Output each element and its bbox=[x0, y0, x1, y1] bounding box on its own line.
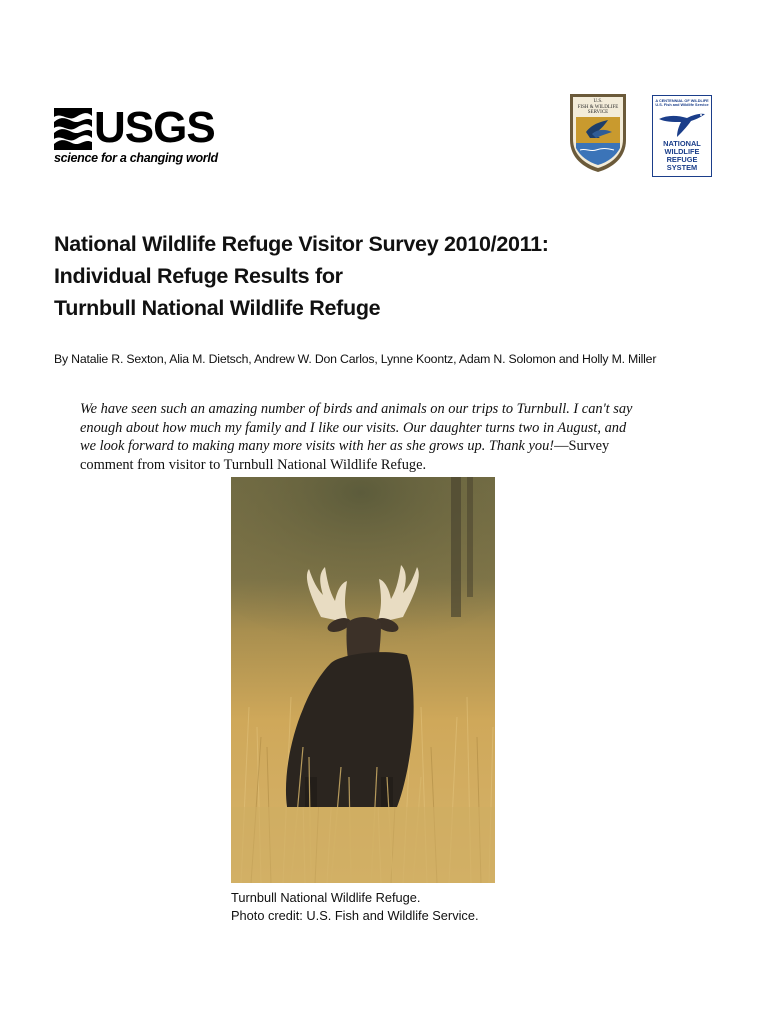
visitor-quote bbox=[80, 400, 690, 474]
moose-photo-image bbox=[231, 477, 495, 883]
usgs-logo bbox=[54, 103, 224, 170]
fws-line: U.S. bbox=[593, 99, 603, 104]
nwrs-line: WILDLIFE bbox=[664, 147, 700, 156]
quote-line-3 bbox=[80, 437, 690, 456]
quote-line-2: enough about how much my family and I like our visits. Our daughter turns two in August, and bbox=[80, 419, 627, 436]
nwrs-small-line: U.S. Fish and Wildlife Service bbox=[655, 103, 709, 108]
authors-line: By Natalie R. Sexton, Alia M. Dietsch, Andrew W. Don Carlos, Lynne Koontz, Adam N. Solomon and Holly M. Miller bbox=[54, 352, 657, 366]
fws-line: SERVICE bbox=[587, 110, 609, 115]
usgs-waves-icon bbox=[54, 108, 92, 150]
title-line-3: Turnbull National Wildlife Refuge bbox=[54, 296, 381, 320]
title-line-1: National Wildlife Refuge Visitor Survey 2010/2011: bbox=[54, 232, 549, 256]
nwrs-line: NATIONAL bbox=[663, 139, 701, 148]
nwrs-words bbox=[653, 140, 711, 172]
fws-shield-text bbox=[566, 99, 630, 116]
moose-photo bbox=[231, 477, 495, 883]
nwrs-line: SYSTEM bbox=[666, 163, 698, 172]
quote-line-1: We have seen such an amazing number of birds and animals on our trips to Turnbull. I can't say bbox=[80, 401, 633, 417]
fws-shield-logo bbox=[566, 92, 630, 174]
nwrs-line: REFUGE bbox=[666, 155, 698, 164]
nwrs-small-line: A CENTENNIAL OF WILDLIFE bbox=[655, 99, 709, 103]
blue-goose-icon bbox=[657, 109, 707, 139]
quote-line-4: comment from visitor to Turnbull National Wildlife Refuge. bbox=[80, 456, 427, 473]
caption-line-2: Photo credit: U.S. Fish and Wildlife Service. bbox=[231, 908, 479, 923]
quote-line-3-italic: we look forward to making many more visits with her as she grows up. Thank you! bbox=[80, 438, 555, 454]
usgs-wordmark: USGS bbox=[94, 103, 215, 152]
nwrs-small-text bbox=[655, 99, 709, 107]
nwrs-logo bbox=[652, 95, 712, 177]
photo-caption bbox=[231, 889, 479, 925]
fws-line: FISH & WILDLIFE bbox=[577, 104, 619, 110]
usgs-tagline: science for a changing world bbox=[54, 151, 218, 165]
report-title bbox=[54, 228, 734, 324]
title-line-2: Individual Refuge Results for bbox=[54, 264, 343, 288]
caption-line-1: Turnbull National Wildlife Refuge. bbox=[231, 890, 421, 905]
quote-attribution: —Survey bbox=[554, 438, 610, 454]
